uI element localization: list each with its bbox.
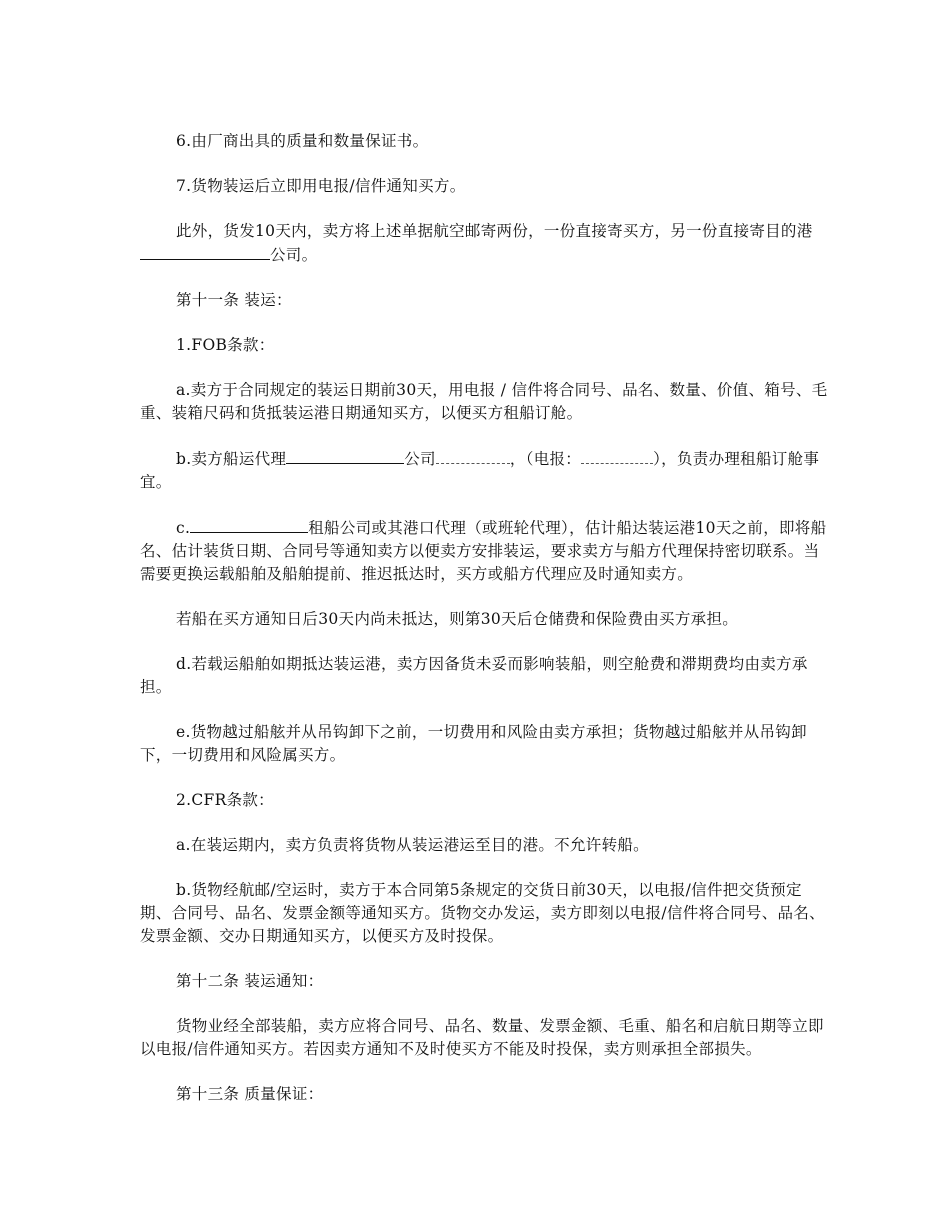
paragraph-text: a.在装运期内，卖方负责将货物从装运港运至目的港。不允许转船。 <box>176 836 649 854</box>
heading-text: 第十一条 装运： <box>176 291 292 309</box>
fob-clause-a <box>140 379 830 425</box>
paragraph-text: b.卖方船运代理 <box>176 450 287 468</box>
paragraph-documents-airmail <box>140 220 830 267</box>
heading-text: 2.CFR条款： <box>176 791 274 809</box>
paragraph-text: ，（电报： <box>509 450 582 468</box>
heading-text: 1.FOB条款： <box>176 336 275 354</box>
document-body <box>140 130 830 1128</box>
article-13-heading <box>140 1083 830 1106</box>
shipment-notice-paragraph <box>140 1015 830 1061</box>
paragraph-text: 6.由厂商出具的质量和数量保证书。 <box>176 132 429 150</box>
paragraph-text: 租船公司或其港口代理（或班轮代理），估计船达装运港10天之前，即将船名、估计装货日期、合同号等通知卖方以便卖方安排装运，要求卖方与船方代理保持密切联系。当需要更换运载船舶及船舶提前、推迟抵达时，买方或船方代理应及时通知卖方。 <box>140 519 827 583</box>
article-12-heading <box>140 970 830 993</box>
cfr-clause-b <box>140 879 830 948</box>
blank-charter-company-field[interactable] <box>190 516 308 533</box>
fob-clause-e <box>140 721 830 767</box>
heading-text: 第十二条 装运通知： <box>176 972 324 990</box>
paragraph-guarantee-cert <box>140 130 830 153</box>
fob-clause-heading <box>140 334 830 357</box>
paragraph-text: 若船在买方通知日后30天内尚未抵达，则第30天后仓储费和保险费由买方承担。 <box>176 610 739 628</box>
paragraph-text: c. <box>176 519 191 537</box>
paragraph-text: 公司 <box>404 450 436 468</box>
blank-company-name-field[interactable] <box>436 447 510 464</box>
fob-clause-c-late <box>140 608 830 631</box>
paragraph-text: d.若载运船舶如期抵达装运港，卖方因备货未妥而影响装船，则空舱费和滞期费均由卖方承担。 <box>140 655 808 696</box>
paragraph-text: 此外，货发10天内，卖方将上述单据航空邮寄两份，一份直接寄买方，另一份直接寄目的港 <box>176 222 813 240</box>
paragraph-shipment-notice <box>140 175 830 198</box>
paragraph-text: 公司。 <box>270 246 318 264</box>
article-11-heading <box>140 289 830 312</box>
blank-company-field[interactable] <box>140 243 270 260</box>
cfr-clause-heading <box>140 789 830 812</box>
paragraph-text: e.货物越过船舷并从吊钩卸下之前，一切费用和风险由卖方承担；货物越过船舷并从吊钩卸下，一切费用和风险属买方。 <box>140 723 807 764</box>
paragraph-text: a.卖方于合同规定的装运日期前30天，用电报 / 信件将合同号、品名、数量、价值、箱号、毛重、装箱尺码和货抵装运港日期通知买方，以便买方租船订舱。 <box>140 381 828 422</box>
heading-text: 第十三条 质量保证： <box>176 1085 324 1103</box>
paragraph-text: ），负责办理租船订舱事宜。 <box>140 450 820 491</box>
cfr-clause-a <box>140 834 830 857</box>
fob-clause-b <box>140 447 830 494</box>
fob-clause-c <box>140 516 830 586</box>
paragraph-text: 货物业经全部装船，卖方应将合同号、品名、数量、发票金额、毛重、船名和启航日期等立即以电报/信件通知买方。若因卖方通知不及时使买方不能及时投保，卖方则承担全部损失。 <box>140 1017 824 1058</box>
paragraph-text: b.货物经航邮/空运时，卖方于本合同第5条规定的交货日前30天，以电报/信件把交货预定期、合同号、品名、发票金额等通知买方。货物交办发运，卖方即刻以电报/信件将合同号、品名、发票金额、交办日期通知买方，以便买方及时投保。 <box>140 881 825 945</box>
blank-agent-field[interactable] <box>286 447 404 464</box>
blank-telegram-field[interactable] <box>581 447 653 464</box>
fob-clause-d <box>140 653 830 699</box>
paragraph-text: 7.货物装运后立即用电报/信件通知买方。 <box>176 177 466 195</box>
